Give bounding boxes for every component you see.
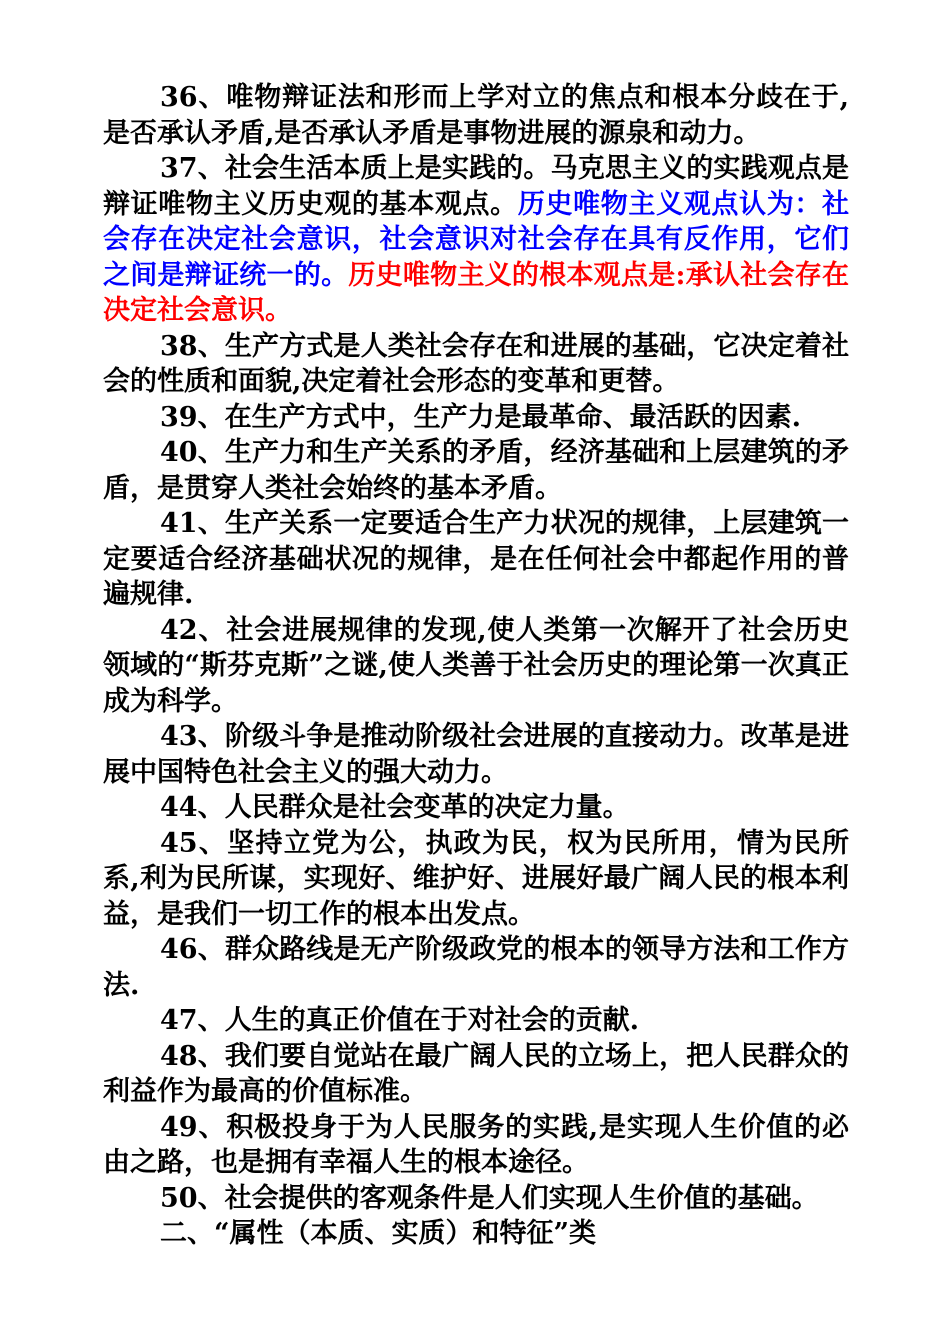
- item-36: [103, 80, 849, 151]
- item-41-text: 41、生产关系一定要适合生产力状况的规律，上层建筑一定要适合经济基础状况的规律，是在任何社会中都起作用的普遍规律.: [103, 508, 849, 610]
- item-48: [103, 1039, 849, 1110]
- item-44-text: 44、人民群众是社会变革的决定力量。: [160, 792, 630, 823]
- item-45-text: 45、坚持立党为公，执政为民，权为民所用，情为民所系,利为民所谋，实现好、维护好、进展好最广阔人民的根本利益，是我们一切工作的根本出发点。: [103, 827, 849, 930]
- item-48-text: 48、我们要自觉站在最广阔人民的立场上，把人民群众的利益作为最高的价值标准。: [103, 1040, 849, 1107]
- item-43: [103, 719, 849, 790]
- item-42-text: 42、社会进展规律的发现,使人类第一次解开了社会历史领域的“斯芬克斯”之谜,使人类善于社会历史的理论第一次真正成为科学。: [103, 614, 849, 717]
- item-40-text: 40、生产力和生产关系的矛盾，经济基础和上层建筑的矛盾，是贯穿人类社会始终的基本矛盾。: [103, 437, 849, 504]
- section-heading: 二、“属性（本质、实质）和特征”类: [160, 1218, 597, 1249]
- item-46: [103, 932, 849, 1003]
- item-37-red-highlight: 历史唯物主义的根本观点是:承认社会存在决定社会意识。: [103, 259, 849, 326]
- item-41: [103, 506, 849, 613]
- item-44: [103, 790, 849, 826]
- item-49-text: 49、积极投身于为人民服务的实践,是实现人生价值的必由之路，也是拥有幸福人生的根本途径。: [103, 1111, 849, 1178]
- item-36-text: 36、唯物辩证法和形而上学对立的焦点和根本分歧在于,是否承认矛盾,是否承认矛盾是事物进展的源泉和动力。: [103, 82, 849, 149]
- item-50-text: 50、社会提供的客观条件是人们实现人生价值的基础。: [160, 1182, 819, 1214]
- item-38: [103, 329, 849, 400]
- item-39-text: 39、在生产方式中，生产力是最革命、最活跃的因素.: [160, 401, 801, 433]
- item-37-blue-highlight: 历史唯物主义观点认为：社会存在决定社会意识，社会意识对社会存在具有反作用，它们之间是辩证统一的。: [103, 188, 850, 291]
- item-37: [103, 151, 849, 329]
- item-47: [103, 1003, 849, 1039]
- item-39: [103, 400, 849, 436]
- item-46-text: 46、群众路线是无产阶级政党的根本的领导方法和工作方法.: [103, 934, 849, 1001]
- document-page: [103, 80, 849, 1252]
- item-42: [103, 613, 849, 720]
- item-50: [103, 1181, 849, 1217]
- item-45: [103, 826, 849, 933]
- item-38-text: 38、生产方式是人类社会存在和进展的基础，它决定着社会的性质和面貌,决定着社会形态的变革和更替。: [103, 330, 849, 397]
- item-40: [103, 435, 849, 506]
- item-43-text: 43、阶级斗争是推动阶级社会进展的直接动力。改革是进展中国特色社会主义的强大动力。: [103, 721, 849, 788]
- item-47-text: 47、人生的真正价值在于对社会的贡献.: [160, 1005, 639, 1036]
- item-37-text: 37、社会生活本质上是实践的。马克思主义的实践观点是辩证唯物主义历史观的基本观点。: [103, 153, 849, 220]
- item-49: [103, 1110, 849, 1181]
